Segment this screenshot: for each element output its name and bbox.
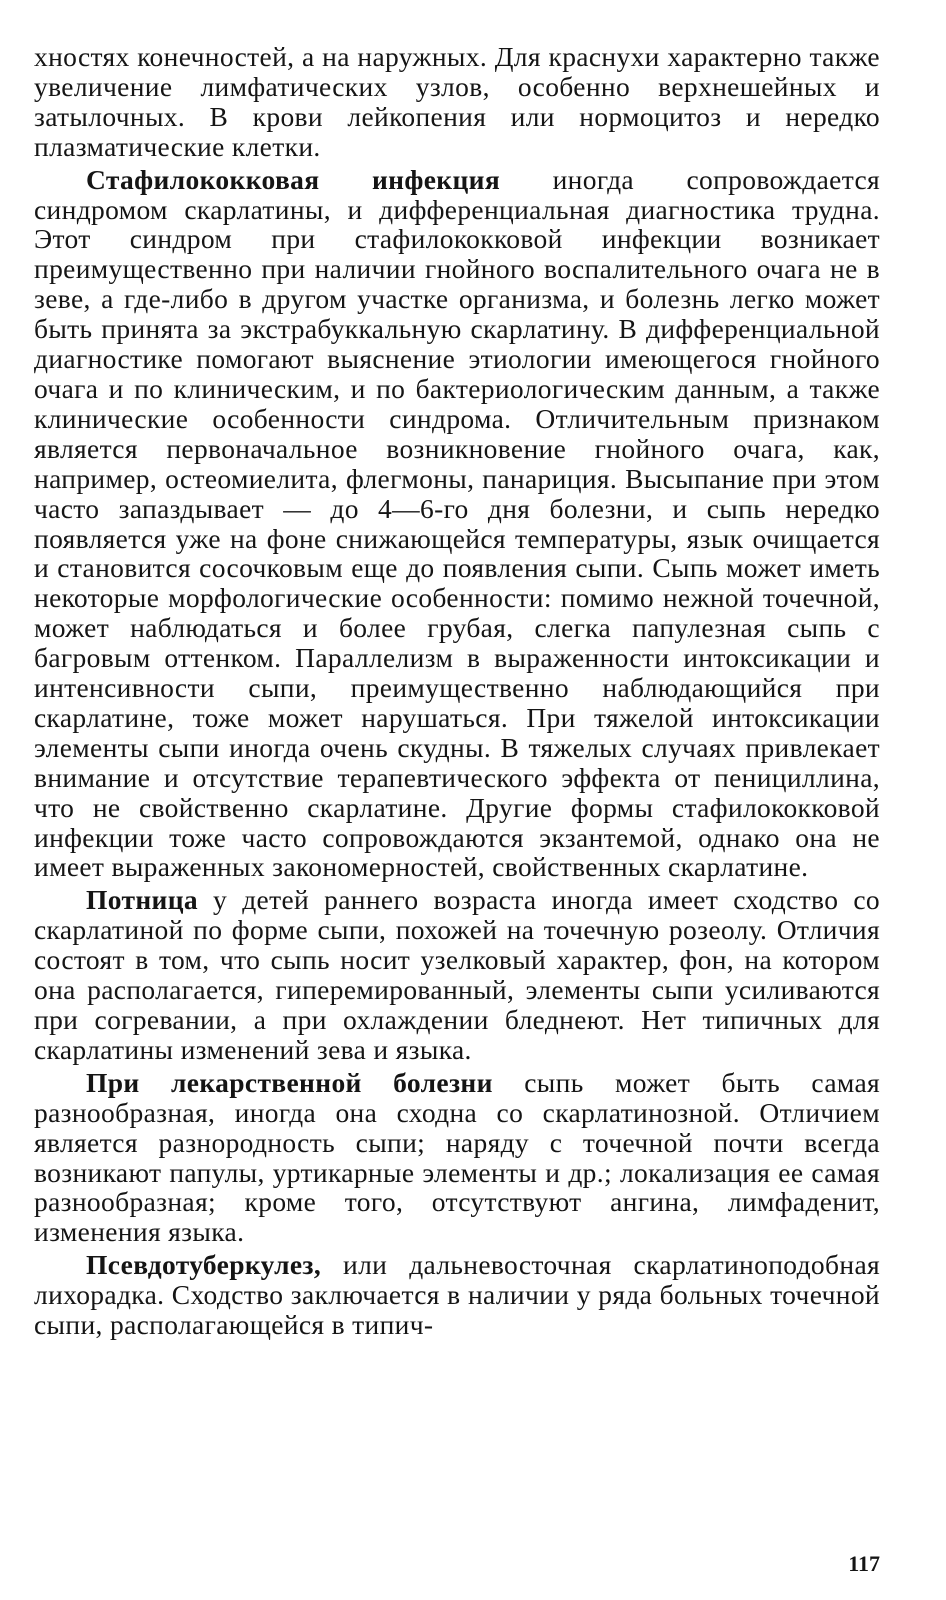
paragraph-text: или дальневосточная скарлатиноподобная лихорадка. Сходство заключается в наличии у ряда больных точечной сыпи, располагающейся в типич- bbox=[34, 1249, 880, 1341]
paragraph-miliaria bbox=[34, 885, 880, 1064]
paragraph-term: Стафилококковая инфекция bbox=[86, 163, 501, 195]
paragraph-text: у детей раннего возраста иногда имеет сходство со скарлатиной по форме сыпи, похожей на точечную розеолу. Отличия состоят в том, что сыпь носит узелковый характер, фон, на котором она располагается, гиперемированный, элементы сыпи усиливаются при согревании, а при охлаждении бледнеют. Нет типичных для скарлатины изменений зева и языка. bbox=[34, 884, 880, 1065]
page-number: 117 bbox=[848, 1551, 880, 1576]
paragraph-pseudotuberculosis bbox=[34, 1250, 880, 1340]
paragraph-term: При лекарственной болезни bbox=[86, 1066, 493, 1098]
paragraph-drug-disease bbox=[34, 1068, 880, 1247]
paragraph-text: сыпь может быть самая разнообразная, иногда она сходна со скарлатинозной. Отличием является разнородность сыпи; наряду с точечной почти всегда возникают папулы, уртикарные элементы и др.; локализация ее самая разнообразная; кроме того, отсутствуют ангина, лимфаденит, изменения языка. bbox=[34, 1066, 880, 1248]
paragraph-text: иногда сопровождается синдромом скарлатины, и дифференциальная диагностика трудна. Этот синдром при стафилококковой инфекции возникает преимущественно при наличии гнойного воспалительного очага не в зеве, а где-либо в другом участке организма, и болезнь легко может быть принята за экстрабуккальную скарлатину. В дифференциальной диагностике помогают выяснение этиологии имеющегося гнойного очага и по клиническим, и по бактериологическим данным, а также клинические особенности синдрома. Отличительным признаком является первоначальное возникновение гнойного очага, как, например, остеомиелита, флегмоны, панариция. Высыпание при этом часто запаздывает — до 4—6-го дня болезни, и сыпь нередко появляется уже на фоне снижающейся температуры, язык очищается и становится сосочковым еще до появления сыпи. Сыпь может иметь некоторые морфологические особенности: помимо нежной точечной, может наблюдаться и более грубая, слегка папулезная сыпь с багровым оттенком. Параллелизм в выраженности интоксикации и интенсивности сыпи, преимущественно наблюдающийся при скарлатине, тоже может нарушаться. При тяжелой интоксикации элементы сыпи иногда очень скудны. В тяжелых случаях привлекает внимание и отсутствие терапевтического эффекта от пенициллина, что не свойственно скарлатине. Другие формы стафилококковой инфекции тоже часто сопровождаются экзантемой, однако она не имеет выраженных закономерностей, свойственных скарлатине. bbox=[34, 163, 880, 883]
paragraph-term: Потница bbox=[86, 884, 199, 916]
page-body bbox=[34, 42, 880, 1340]
paragraph-term: Псевдотуберкулез, bbox=[86, 1249, 322, 1281]
paragraph-text: хностях конечностей, а на наружных. Для краснухи характерно также увеличение лимфатических узлов, особенно верхнешейных и затылочных. В крови лейкопения или нормоцитоз и нередко плазматические клетки. bbox=[34, 41, 880, 162]
paragraph-rubella-continuation bbox=[34, 42, 880, 162]
paragraph-staphylococcal-infection bbox=[34, 165, 880, 883]
